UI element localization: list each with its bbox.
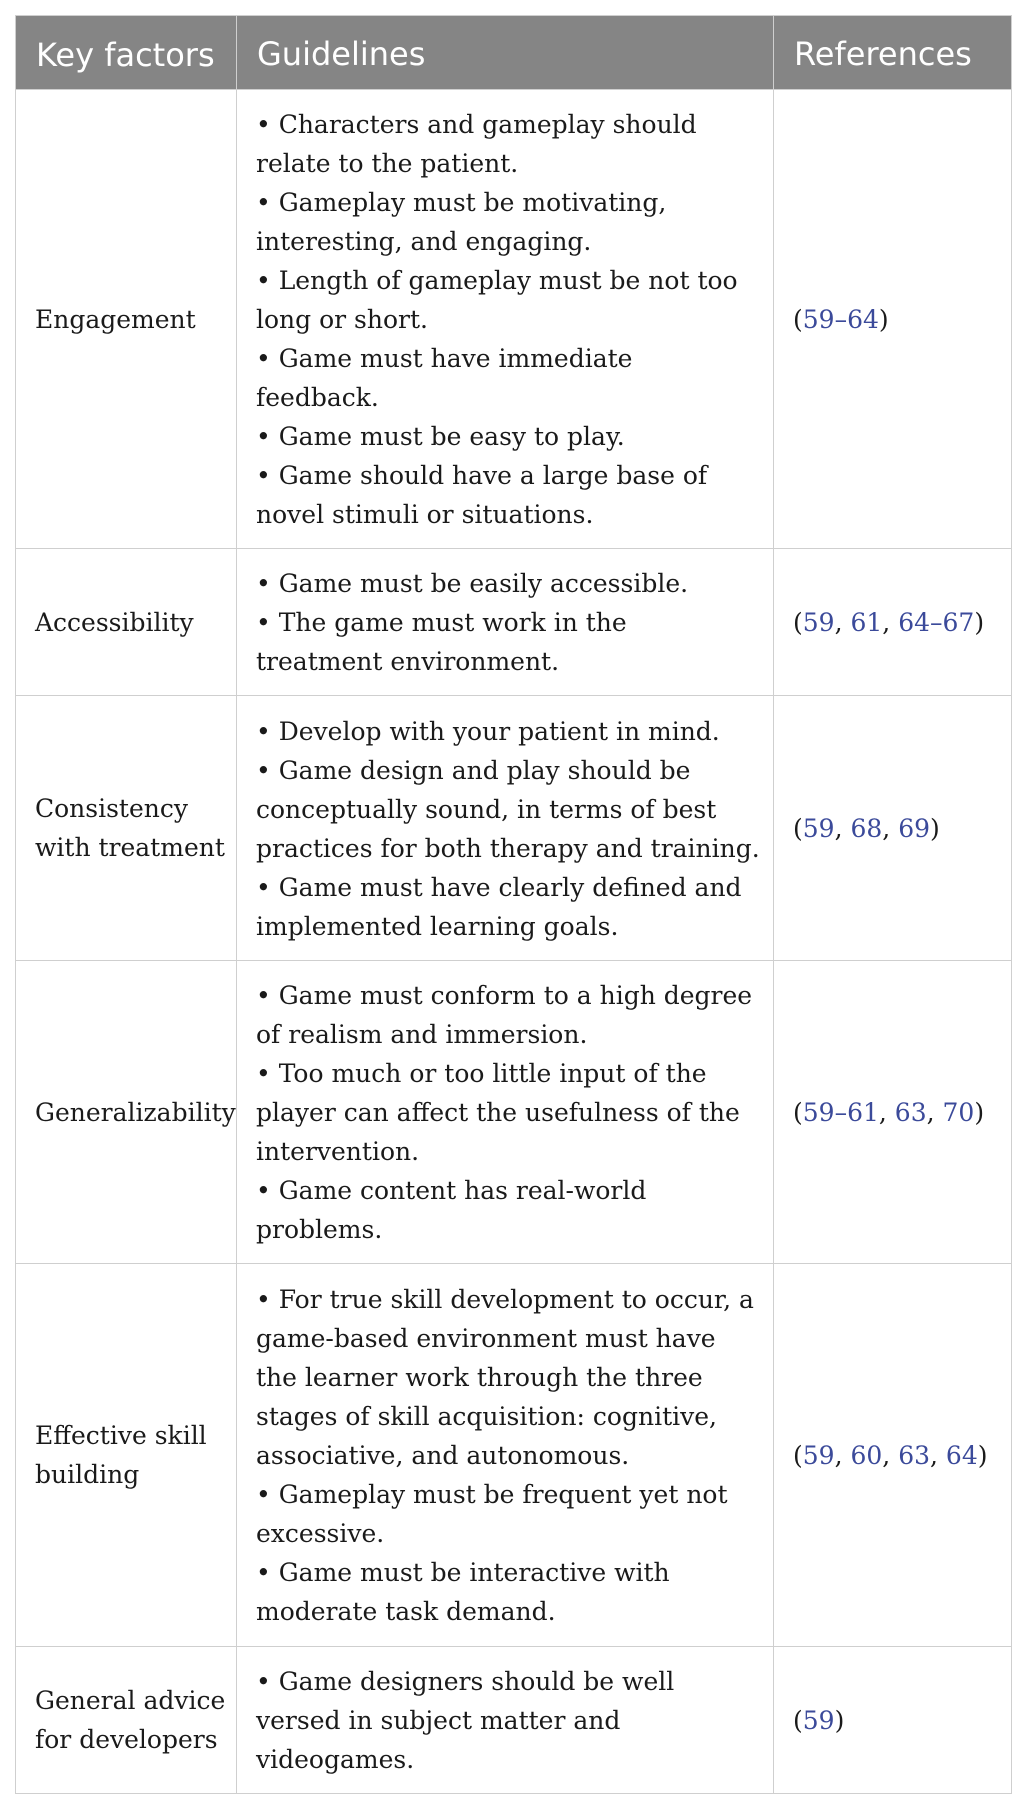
guideline-item: • Game must be easy to play. xyxy=(256,422,625,451)
references-cell xyxy=(774,696,1012,961)
table-header-row xyxy=(16,16,1012,90)
reference-link[interactable]: 59 xyxy=(802,1440,835,1470)
header-guidelines: Guidelines xyxy=(237,16,774,90)
guideline-item: • Gameplay must be frequent yet not excessive. xyxy=(256,1480,728,1548)
ref-punct: ( xyxy=(793,607,803,637)
ref-punct: ) xyxy=(834,1705,845,1735)
guidelines-cell xyxy=(237,961,774,1264)
header-key-factors: Key factors xyxy=(16,16,237,90)
guideline-item: • Develop with your patient in mind. xyxy=(256,716,720,746)
ref-punct: ( xyxy=(793,813,803,843)
reference-link[interactable]: 63 xyxy=(898,1440,931,1470)
ref-punct: , xyxy=(834,607,851,637)
table-row xyxy=(16,1264,1012,1647)
guideline-item: • Length of gameplay must be not too long or short. xyxy=(256,266,738,334)
guideline-item: • Game should have a large base of novel stimuli or situations. xyxy=(256,461,708,529)
references-cell xyxy=(774,1647,1012,1794)
table-row xyxy=(16,961,1012,1264)
guideline-item: • The game must work in the treatment environment. xyxy=(256,608,627,676)
reference-link[interactable]: 64 xyxy=(945,1440,978,1470)
ref-punct: , xyxy=(926,1097,943,1127)
guideline-item: • Game must conform to a high degree of realism and immersion. xyxy=(256,981,753,1049)
guideline-item: • Gameplay must be motivating, interesting, and engaging. xyxy=(256,188,667,256)
reference-link[interactable]: 59 xyxy=(802,1705,835,1735)
ref-punct: , xyxy=(834,813,851,843)
reference-link[interactable]: 59 xyxy=(802,813,835,843)
ref-punct: ) xyxy=(930,813,940,843)
table-row xyxy=(16,1647,1012,1794)
ref-punct: ) xyxy=(977,1440,988,1470)
key-factor-cell: Generalizability xyxy=(16,961,237,1264)
guideline-item: • Game designers should be well versed in subject matter and videogames. xyxy=(256,1667,675,1774)
guideline-item: • Game must have immediate feedback. xyxy=(256,344,633,412)
guidelines-cell xyxy=(237,1264,774,1647)
table-row xyxy=(16,696,1012,961)
ref-punct: , xyxy=(834,1440,851,1470)
table-row xyxy=(16,90,1012,549)
guideline-item: • Characters and gameplay should relate to the patient. xyxy=(256,110,697,178)
key-factor-cell: Engagement xyxy=(16,90,237,549)
ref-punct: ) xyxy=(878,304,889,334)
reference-link[interactable]: 64–67 xyxy=(898,607,975,637)
reference-link[interactable]: 60 xyxy=(850,1440,883,1470)
guideline-item: • Game content has real-world problems. xyxy=(256,1176,647,1244)
guidelines-table xyxy=(15,15,1012,1794)
references-cell xyxy=(774,1264,1012,1647)
key-factor-cell: Consistency with treatment xyxy=(16,696,237,961)
references-cell xyxy=(774,961,1012,1264)
key-factor-cell: Effective skill building xyxy=(16,1264,237,1647)
guideline-item: • Game must have clearly defined and implemented learning goals. xyxy=(256,872,742,941)
key-factor-cell: General advice for developers xyxy=(16,1647,237,1794)
reference-link[interactable]: 61 xyxy=(850,607,883,637)
reference-link[interactable]: 59 xyxy=(802,607,835,637)
reference-link[interactable]: 70 xyxy=(942,1097,975,1127)
reference-link[interactable]: 68 xyxy=(850,813,883,843)
reference-link[interactable]: 69 xyxy=(898,813,931,843)
guideline-item: • For true skill development to occur, a game-based environment must have the learner work through the three stages of skill acquisition: cognitive, associative, and autonomous. xyxy=(256,1285,754,1470)
guidelines-cell xyxy=(237,1647,774,1794)
guidelines-table-container xyxy=(15,15,1011,1794)
ref-punct: ) xyxy=(974,1097,985,1127)
ref-punct: , xyxy=(878,1097,895,1127)
ref-punct: , xyxy=(882,607,899,637)
ref-punct: ) xyxy=(974,607,985,637)
ref-punct: , xyxy=(930,1440,946,1470)
guideline-item: • Too much or too little input of the player can affect the usefulness of the intervention. xyxy=(256,1059,740,1166)
table-row xyxy=(16,549,1012,696)
guidelines-cell xyxy=(237,549,774,696)
guideline-item: • Game design and play should be conceptually sound, in terms of best practices for both therapy and training. xyxy=(256,755,760,863)
key-factor-cell: Accessibility xyxy=(16,549,237,696)
ref-punct: ( xyxy=(793,1705,803,1735)
ref-punct: , xyxy=(882,1440,899,1470)
guidelines-cell xyxy=(237,696,774,961)
references-cell xyxy=(774,549,1012,696)
ref-punct: ( xyxy=(793,304,803,334)
ref-punct: ( xyxy=(793,1440,803,1470)
guideline-item: • Game must be easily accessible. xyxy=(256,569,689,598)
header-references: References xyxy=(774,16,1012,90)
reference-link[interactable]: 59–64 xyxy=(802,304,879,334)
references-cell xyxy=(774,90,1012,549)
reference-link[interactable]: 63 xyxy=(894,1097,927,1127)
ref-punct: ( xyxy=(793,1097,803,1127)
ref-punct: , xyxy=(882,813,899,843)
guideline-item: • Game must be interactive with moderate task demand. xyxy=(256,1558,670,1626)
guidelines-cell xyxy=(237,90,774,549)
reference-link[interactable]: 59–61 xyxy=(802,1097,879,1127)
